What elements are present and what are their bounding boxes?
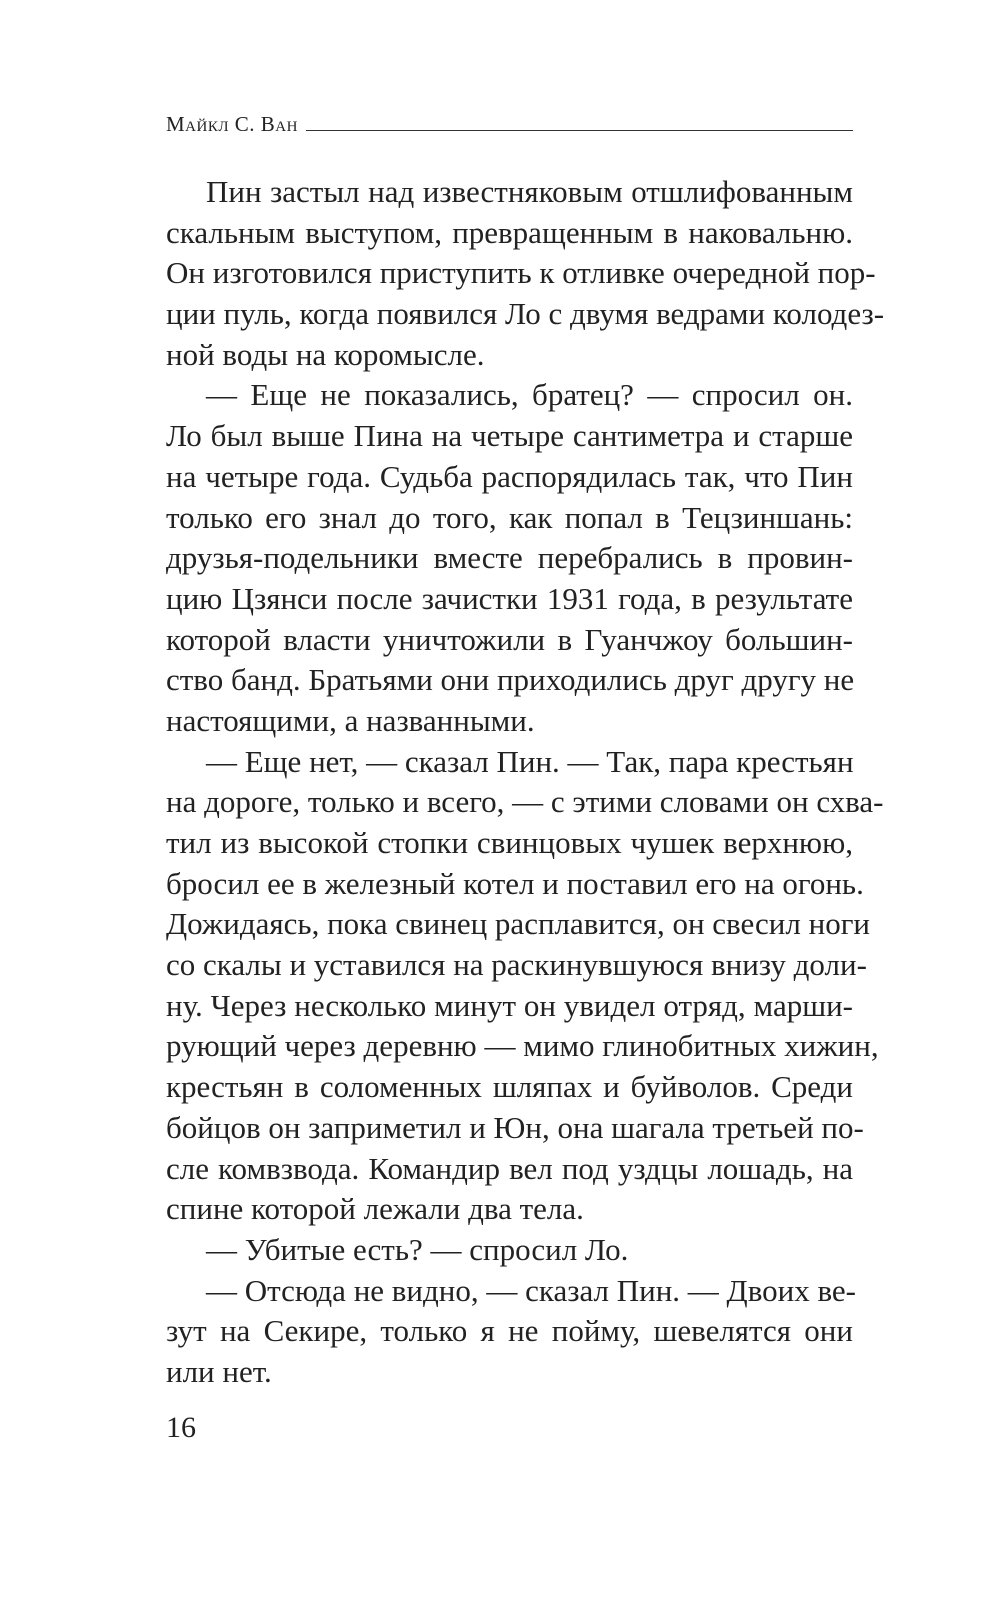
header-rule bbox=[306, 130, 853, 131]
text-line: скальным выступом, превращенным в наковальню. bbox=[166, 214, 853, 250]
text-line: тил из высокой стопки свинцовых чушек верхнюю, bbox=[166, 825, 853, 860]
text-line: — Еще нет, — сказал Пин. — Так, пара крестьян bbox=[206, 743, 854, 779]
text-line: бросил ее в железный котел и поставил его на огонь. bbox=[166, 865, 864, 901]
text-line: сле комвзвода. Командир вел под уздцы лошадь, на bbox=[166, 1150, 853, 1186]
text-line: Ло был выше Пина на четыре сантиметра и старше bbox=[166, 418, 853, 454]
text-line: ство банд. Братьями они приходились друг другу не bbox=[166, 662, 855, 698]
text-line: — Еще не показались, братец? — спросил он. bbox=[206, 377, 853, 413]
text-line: Дожидаясь, пока свинец расплавится, он свесил ноги bbox=[166, 906, 870, 942]
text-line: ну. Через несколько минут он увидел отряд, марши- bbox=[166, 987, 853, 1023]
text-line: Пин застыл над известняковым отшлифованным bbox=[206, 174, 853, 209]
text-line: настоящими, а названными. bbox=[166, 702, 535, 738]
text-line: которой власти уничтожили в Гуанчжоу большин- bbox=[166, 621, 853, 657]
text-line: Он изготовился приступить к отливке очередной пор- bbox=[166, 255, 876, 291]
text-line: ции пуль, когда появился Ло с двумя ведрами колодез- bbox=[166, 296, 885, 332]
text-line: зут на Секире, только я не пойму, шевелятся они bbox=[166, 1313, 853, 1349]
text-line: крестьян в соломенных шляпах и буйволов. Среди bbox=[166, 1069, 853, 1105]
text-line: на четыре года. Судьба распорядилась так, что Пин bbox=[166, 458, 853, 494]
text-line: — Убитые есть? — спросил Ло. bbox=[206, 1231, 629, 1267]
running-head bbox=[166, 112, 853, 136]
text-line: друзья-подельники вместе перебрались в провин- bbox=[166, 540, 853, 576]
author-name: Майкл С. Ван bbox=[166, 112, 298, 136]
text-line: только его знал до того, как попал в Тецзиншань: bbox=[166, 499, 853, 535]
text-line: цию Цзянси после зачистки 1931 года, в результате bbox=[166, 580, 853, 616]
text-line: рующий через деревню — мимо глинобитных хижин, bbox=[166, 1028, 879, 1064]
page-number: 16 bbox=[166, 1411, 196, 1444]
text-line: — Отсюда не видно, — сказал Пин. — Двоих ве- bbox=[206, 1272, 857, 1308]
body-text bbox=[166, 172, 885, 1393]
text-line: со скалы и уставился на раскинувшуюся внизу доли- bbox=[166, 947, 867, 983]
text-line: бойцов он заприметил и Юн, она шагала третьей по- bbox=[166, 1109, 864, 1145]
text-line: ной воды на коромысле. bbox=[166, 336, 485, 372]
text-line: на дороге, только и всего, — с этими словами он схва- bbox=[166, 784, 884, 820]
text-line: спине которой лежали два тела. bbox=[166, 1191, 584, 1227]
text-line: или нет. bbox=[166, 1353, 272, 1389]
